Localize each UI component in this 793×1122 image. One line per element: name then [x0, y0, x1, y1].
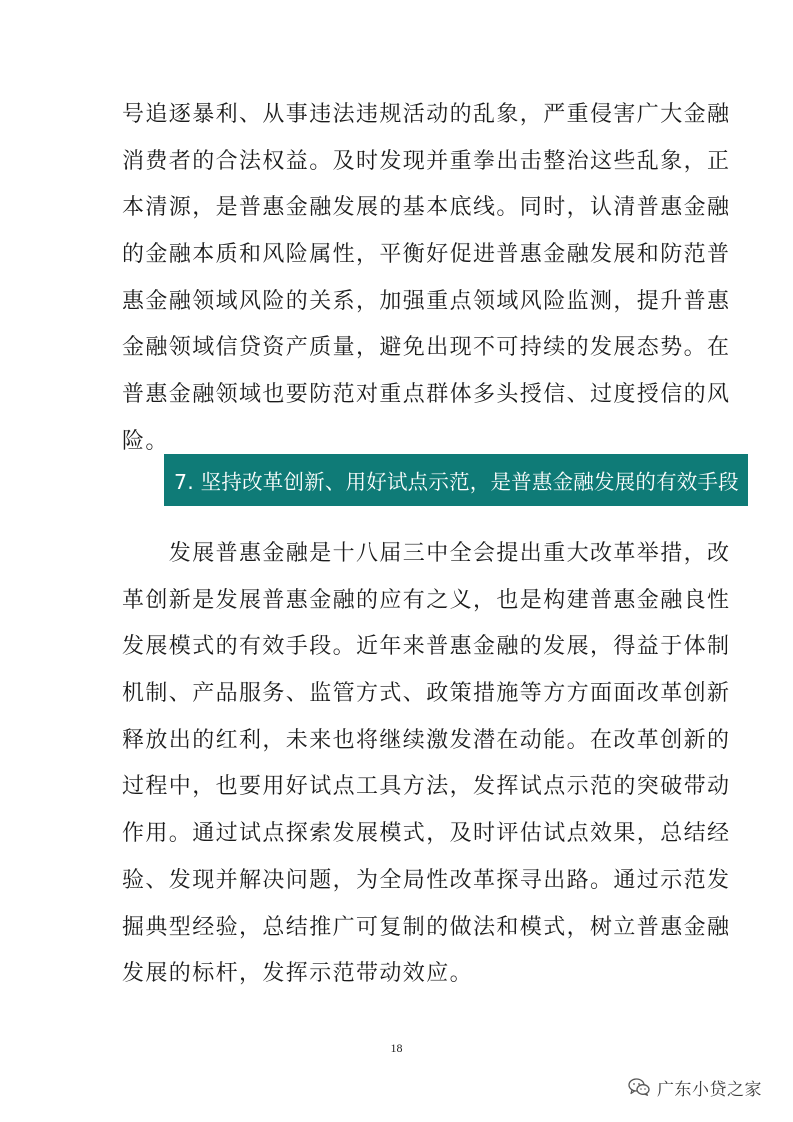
paragraph-line: 发展模式的有效手段。近年来普惠金融的发展，得益于体制	[122, 634, 731, 660]
paragraph-line: 险。	[122, 428, 169, 454]
paragraph-line: 发展普惠金融是十八届三中全会提出重大改革举措，改	[122, 541, 731, 566]
section-heading-bar	[164, 454, 748, 506]
paragraph-line: 释放出的红利，未来也将继续激发潜在动能。在改革创新的	[122, 727, 731, 753]
paragraph-line: 革创新是发展普惠金融的应有之义，也是构建普惠金融良性	[122, 587, 731, 613]
paragraph-line: 的金融本质和风险属性，平衡好促进普惠金融发展和防范普	[122, 242, 731, 268]
paragraph-line: 消费者的合法权益。及时发现并重拳出击整治这些乱象，正	[122, 148, 731, 174]
paragraph-line: 过程中，也要用好试点工具方法，发挥试点示范的突破带动	[122, 774, 731, 800]
paragraph-line: 本清源，是普惠金融发展的基本底线。同时，认清普惠金融	[122, 195, 731, 221]
paragraph-line: 普惠金融领域也要防范对重点群体多头授信、过度授信的风	[122, 382, 731, 408]
paragraph-line: 号追逐暴利、从事违法违规活动的乱象，严重侵害广大金融	[122, 102, 731, 127]
watermark-text: 广东小贷之家	[657, 1079, 762, 1100]
wechat-watermark	[628, 1074, 762, 1100]
body-paragraph-2	[122, 531, 731, 998]
paragraph-line: 作用。通过试点探索发展模式，及时评估试点效果，总结经	[122, 821, 731, 847]
wechat-icon	[628, 1078, 650, 1096]
page-number: 18	[390, 1041, 403, 1055]
paragraph-line: 金融领域信贷资产质量，避免出现不可持续的发展态势。在	[122, 335, 731, 361]
paragraph-line: 机制、产品服务、监管方式、政策措施等方方面面改革创新	[122, 681, 731, 707]
paragraph-line: 发展的标杆，发挥示范带动效应。	[122, 961, 474, 987]
body-paragraph-1	[122, 92, 731, 466]
section-heading: 7. 坚持改革创新、用好试点示范，是普惠金融发展的有效手段	[174, 470, 739, 494]
paragraph-line: 掘典型经验，总结推广可复制的做法和模式，树立普惠金融	[122, 914, 731, 940]
paragraph-line: 惠金融领域风险的关系，加强重点领域风险监测，提升普惠	[122, 288, 731, 314]
paragraph-line: 验、发现并解决问题，为全局性改革探寻出路。通过示范发	[122, 867, 731, 893]
